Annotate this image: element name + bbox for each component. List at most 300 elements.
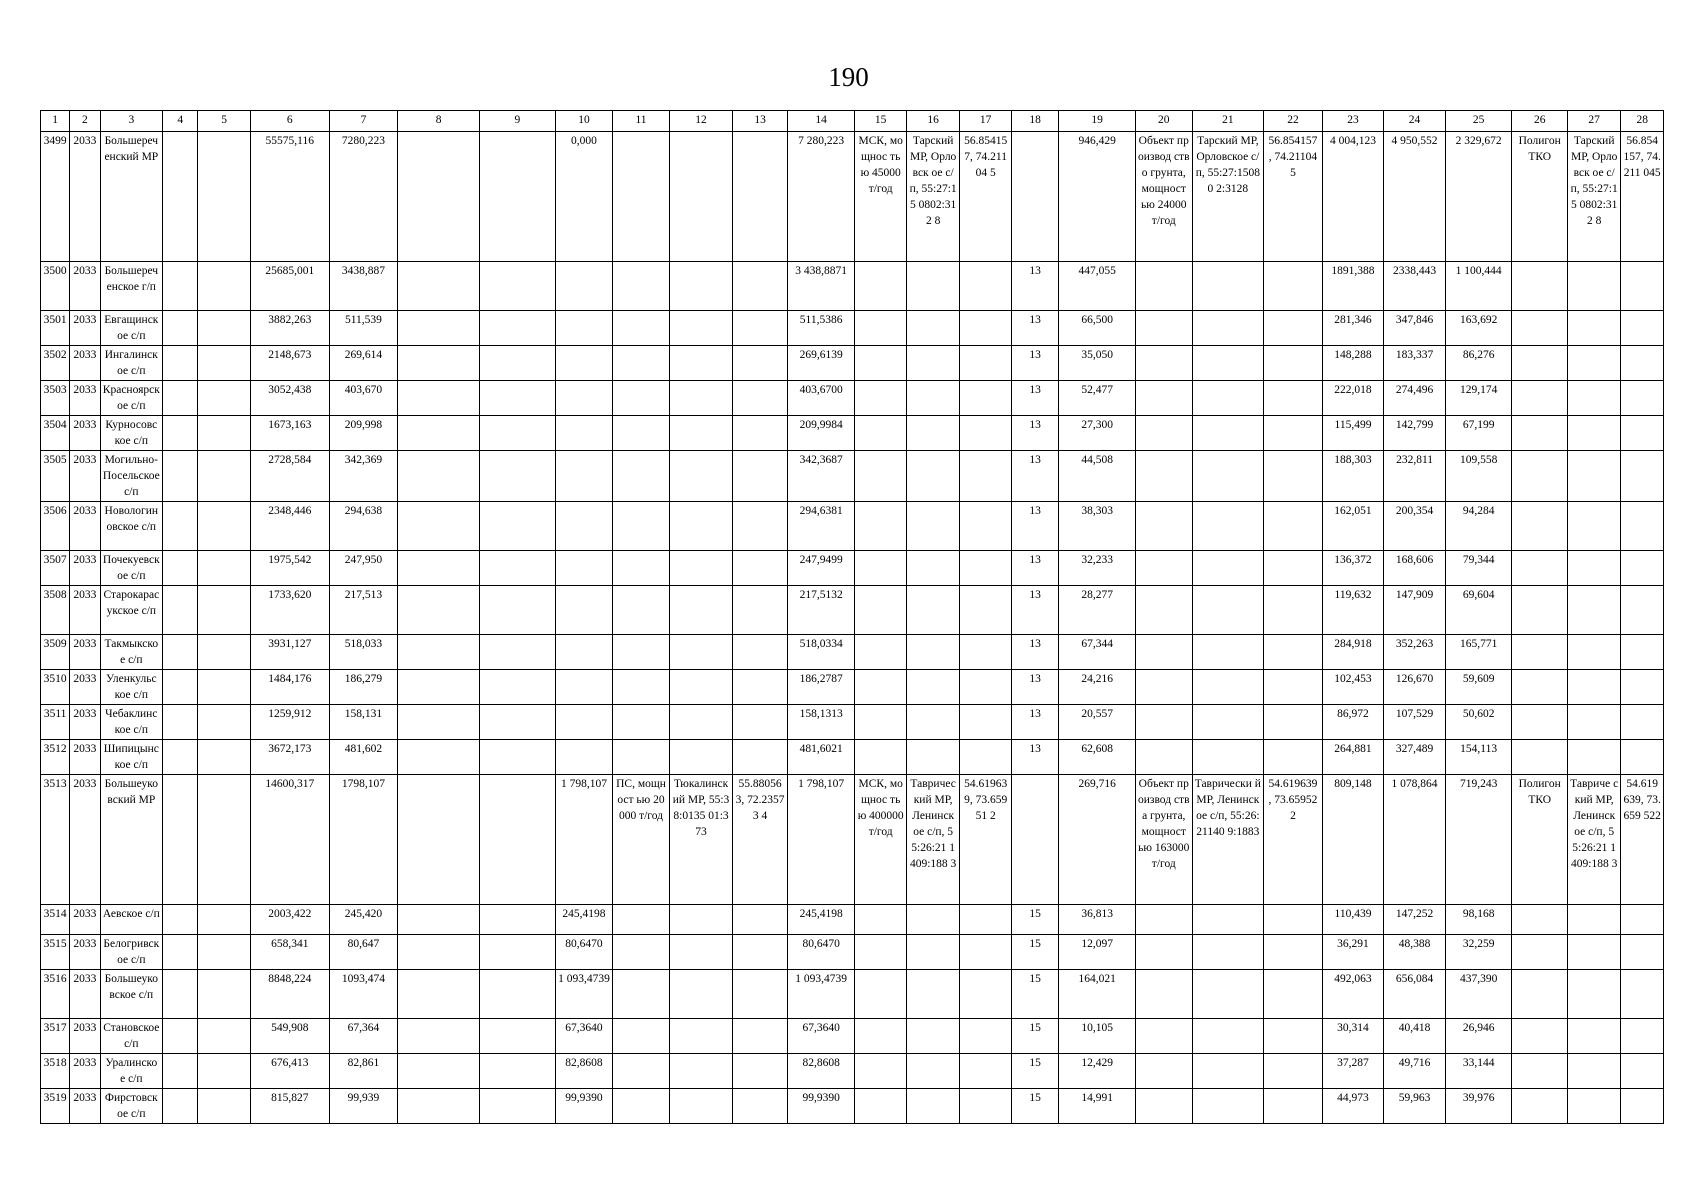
table-cell [1512, 905, 1568, 935]
table-cell [198, 586, 250, 635]
table-cell: 13 [1011, 451, 1058, 502]
table-cell [163, 381, 198, 416]
table-cell [1512, 1089, 1568, 1124]
table-cell: Тарский МР, Орловск ое с/п, 55:27:15 0802:312 8 [1567, 132, 1620, 262]
table-cell [198, 311, 250, 346]
table-cell [733, 381, 788, 416]
table-cell: 200,354 [1384, 502, 1446, 551]
table-cell [1136, 381, 1193, 416]
table-cell: 28,277 [1059, 586, 1136, 635]
table-cell: 59,609 [1445, 670, 1512, 705]
column-header: 23 [1322, 111, 1384, 132]
column-header: 3 [100, 111, 163, 132]
table-cell: 15 [1011, 1089, 1058, 1124]
table-cell [1192, 262, 1264, 311]
table-cell [906, 1089, 959, 1124]
table-cell [906, 670, 959, 705]
table-cell: 142,799 [1384, 416, 1446, 451]
table-row [41, 670, 1664, 705]
table-cell: 54.619639 , 73.659522 [1264, 775, 1323, 905]
table-cell [1192, 740, 1264, 775]
table-cell: 1484,176 [250, 670, 329, 705]
table-cell [1512, 740, 1568, 775]
table-cell [1264, 311, 1323, 346]
table-cell [1264, 970, 1323, 1019]
table-cell: 32,259 [1445, 935, 1512, 970]
table-cell [163, 775, 198, 905]
table-cell [1192, 451, 1264, 502]
table-cell [613, 346, 670, 381]
table-cell: 54.61963 9, 73.65951 2 [960, 775, 1011, 905]
table-cell: 342,369 [329, 451, 398, 502]
table-cell: 56.854157 , 74.211045 [1264, 132, 1323, 262]
table-cell [960, 381, 1011, 416]
table-cell [1512, 311, 1568, 346]
column-header: 25 [1445, 111, 1512, 132]
table-cell [1621, 586, 1664, 635]
table-cell: 352,263 [1384, 635, 1446, 670]
table-cell: Уралинско е с/п [100, 1054, 163, 1089]
table-cell: 33,144 [1445, 1054, 1512, 1089]
table-cell: 2033 [70, 586, 100, 635]
column-header: 15 [855, 111, 906, 132]
table-cell: Уленкульс кое с/п [100, 670, 163, 705]
table-row [41, 586, 1664, 635]
table-cell [669, 1089, 733, 1124]
table-cell: 549,908 [250, 1019, 329, 1054]
table-cell [906, 346, 959, 381]
table-cell [480, 551, 556, 586]
table-cell [1264, 635, 1323, 670]
table-cell: 13 [1011, 670, 1058, 705]
table-cell [198, 935, 250, 970]
table-cell: 403,670 [329, 381, 398, 416]
table-cell: 518,0334 [787, 635, 855, 670]
table-cell [555, 502, 613, 551]
table-cell [906, 502, 959, 551]
table-row [41, 740, 1664, 775]
table-cell [1264, 935, 1323, 970]
table-cell: 67,3640 [555, 1019, 613, 1054]
table-row [41, 775, 1664, 905]
table-cell [855, 705, 906, 740]
table-cell: Аевское с/п [100, 905, 163, 935]
table-cell [163, 551, 198, 586]
table-cell: Шипицынс кое с/п [100, 740, 163, 775]
table-cell [855, 416, 906, 451]
table-cell [198, 905, 250, 935]
table-cell [1621, 1019, 1664, 1054]
table-cell [1136, 262, 1193, 311]
table-cell [398, 551, 480, 586]
table-cell [669, 451, 733, 502]
table-cell: 79,344 [1445, 551, 1512, 586]
table-cell: 247,950 [329, 551, 398, 586]
table-cell [1264, 1089, 1323, 1124]
table-cell [613, 670, 670, 705]
table-cell: Полигон ТКО [1512, 132, 1568, 262]
table-cell: 10,105 [1059, 1019, 1136, 1054]
table-cell [555, 551, 613, 586]
table-cell: 82,8608 [787, 1054, 855, 1089]
table-cell: 26,946 [1445, 1019, 1512, 1054]
table-cell: 719,243 [1445, 775, 1512, 905]
table-cell: Красноярск ое с/п [100, 381, 163, 416]
table-cell: 163,692 [1445, 311, 1512, 346]
table-cell [906, 905, 959, 935]
table-cell: 3507 [41, 551, 70, 586]
table-cell [198, 1019, 250, 1054]
table-cell: 2033 [70, 1089, 100, 1124]
table-cell: 14600,317 [250, 775, 329, 905]
table-cell [1621, 1089, 1664, 1124]
table-cell [480, 935, 556, 970]
table-cell [613, 970, 670, 1019]
column-header: 1 [41, 111, 70, 132]
table-cell [855, 635, 906, 670]
table-cell [398, 451, 480, 502]
table-cell [733, 551, 788, 586]
table-cell: 245,420 [329, 905, 398, 935]
table-cell: 188,303 [1322, 451, 1384, 502]
table-cell [163, 905, 198, 935]
table-cell: 2033 [70, 970, 100, 1019]
table-cell: 2003,422 [250, 905, 329, 935]
table-cell [480, 346, 556, 381]
table-cell: 13 [1011, 502, 1058, 551]
table-cell: 13 [1011, 705, 1058, 740]
table-row [41, 1019, 1664, 1054]
table-cell [1567, 551, 1620, 586]
table-cell [733, 905, 788, 935]
table-cell [733, 586, 788, 635]
column-header: 9 [480, 111, 556, 132]
table-cell [733, 311, 788, 346]
table-cell [1264, 451, 1323, 502]
table-cell [613, 740, 670, 775]
table-cell: 80,647 [329, 935, 398, 970]
table-cell: 274,496 [1384, 381, 1446, 416]
table-cell [960, 262, 1011, 311]
table-cell [1136, 346, 1193, 381]
table-cell [855, 1019, 906, 1054]
table-cell [855, 1054, 906, 1089]
table-cell: 294,638 [329, 502, 398, 551]
table-row [41, 705, 1664, 740]
table-cell: 2033 [70, 670, 100, 705]
table-cell [163, 705, 198, 740]
table-cell: 3514 [41, 905, 70, 935]
table-cell [906, 416, 959, 451]
table-cell [398, 416, 480, 451]
table-cell [669, 346, 733, 381]
table-cell: 3501 [41, 311, 70, 346]
table-row [41, 635, 1664, 670]
table-cell [398, 705, 480, 740]
column-header: 14 [787, 111, 855, 132]
table-cell: 2033 [70, 740, 100, 775]
table-cell: 1259,912 [250, 705, 329, 740]
table-cell [669, 586, 733, 635]
table-cell [398, 1089, 480, 1124]
table-cell: 264,881 [1322, 740, 1384, 775]
table-cell: 82,8608 [555, 1054, 613, 1089]
table-cell: 447,055 [1059, 262, 1136, 311]
table-cell: 13 [1011, 262, 1058, 311]
table-cell [1136, 935, 1193, 970]
table-cell: 2338,443 [1384, 262, 1446, 311]
table-cell [669, 1019, 733, 1054]
table-cell [906, 970, 959, 1019]
table-cell: 13 [1011, 416, 1058, 451]
table-cell [733, 635, 788, 670]
table-cell: 3512 [41, 740, 70, 775]
table-cell [163, 1089, 198, 1124]
table-cell [1136, 551, 1193, 586]
table-cell [1136, 635, 1193, 670]
table-cell: 4 950,552 [1384, 132, 1446, 262]
table-cell [1192, 502, 1264, 551]
table-cell [960, 502, 1011, 551]
table-cell: 2033 [70, 935, 100, 970]
table-cell [1192, 311, 1264, 346]
table-cell [1512, 586, 1568, 635]
table-cell [1567, 1019, 1620, 1054]
table-cell: 48,388 [1384, 935, 1446, 970]
table-cell: 3518 [41, 1054, 70, 1089]
table-cell [855, 262, 906, 311]
table-cell [398, 1019, 480, 1054]
table-cell [1264, 670, 1323, 705]
table-cell [855, 311, 906, 346]
table-cell: 4 004,123 [1322, 132, 1384, 262]
table-cell: 245,4198 [555, 905, 613, 935]
table-cell [613, 416, 670, 451]
table-row [41, 132, 1664, 262]
table-cell: 2148,673 [250, 346, 329, 381]
table-cell [613, 311, 670, 346]
table-cell [398, 262, 480, 311]
table-cell: Объект производ ства грунта, мощност ью 163000 т/год [1136, 775, 1193, 905]
table-cell [1136, 416, 1193, 451]
table-row [41, 416, 1664, 451]
table-cell [163, 262, 198, 311]
table-cell [1192, 1054, 1264, 1089]
table-cell [555, 740, 613, 775]
table-cell [1192, 381, 1264, 416]
table-cell [1192, 551, 1264, 586]
table-cell [1264, 740, 1323, 775]
table-cell: 209,998 [329, 416, 398, 451]
table-cell [163, 451, 198, 502]
table-cell [1136, 970, 1193, 1019]
table-cell: 209,9984 [787, 416, 855, 451]
data-table [40, 110, 1664, 1124]
table-cell: Евгащинск ое с/п [100, 311, 163, 346]
table-row [41, 502, 1664, 551]
table-cell: 147,252 [1384, 905, 1446, 935]
table-cell [669, 970, 733, 1019]
table-cell: 2033 [70, 451, 100, 502]
table-cell: 55575,116 [250, 132, 329, 262]
table-cell [960, 1089, 1011, 1124]
table-row [41, 1089, 1664, 1124]
table-row [41, 905, 1664, 935]
table-cell [163, 670, 198, 705]
table-cell [1136, 740, 1193, 775]
table-cell [1567, 705, 1620, 740]
table-cell: 62,608 [1059, 740, 1136, 775]
column-header: 27 [1567, 111, 1620, 132]
table-cell: 946,429 [1059, 132, 1136, 262]
table-cell [906, 635, 959, 670]
table-cell: 3 438,8871 [787, 262, 855, 311]
table-cell [1512, 970, 1568, 1019]
table-cell [198, 1054, 250, 1089]
table-cell [855, 346, 906, 381]
table-cell: 49,716 [1384, 1054, 1446, 1089]
table-cell [1621, 551, 1664, 586]
table-cell [1264, 586, 1323, 635]
table-cell [198, 635, 250, 670]
table-cell: 2033 [70, 381, 100, 416]
table-cell: 67,199 [1445, 416, 1512, 451]
table-cell: 7280,223 [329, 132, 398, 262]
table-cell: 0,000 [555, 132, 613, 262]
table-cell: 481,6021 [787, 740, 855, 775]
table-cell [398, 586, 480, 635]
column-header: 18 [1011, 111, 1058, 132]
table-cell: 15 [1011, 970, 1058, 1019]
table-cell [1192, 905, 1264, 935]
table-cell: 56.85415 7, 74.21104 5 [960, 132, 1011, 262]
table-cell [1136, 1019, 1193, 1054]
table-cell [1192, 346, 1264, 381]
table-cell: 3511 [41, 705, 70, 740]
table-cell: МСК, мощнос тью 400000 т/год [855, 775, 906, 905]
table-cell [669, 502, 733, 551]
table-cell: Такмыкско е с/п [100, 635, 163, 670]
table-cell: 39,976 [1445, 1089, 1512, 1124]
table-cell [1512, 935, 1568, 970]
column-header: 24 [1384, 111, 1446, 132]
table-cell: 54.619 639, 73.659 522 [1621, 775, 1664, 905]
table-cell [1512, 705, 1568, 740]
table-cell: 12,097 [1059, 935, 1136, 970]
table-cell: 55.88056 3, 72.23573 4 [733, 775, 788, 905]
table-cell [1264, 905, 1323, 935]
header-row [41, 111, 1664, 132]
table-cell: 656,084 [1384, 970, 1446, 1019]
table-cell [1192, 1089, 1264, 1124]
table-cell: 59,963 [1384, 1089, 1446, 1124]
table-cell: 3052,438 [250, 381, 329, 416]
table-cell: Большереч енский МР [100, 132, 163, 262]
column-header: 13 [733, 111, 788, 132]
table-cell: 3502 [41, 346, 70, 381]
table-cell [855, 586, 906, 635]
table-cell [960, 905, 1011, 935]
table-cell [669, 381, 733, 416]
table-cell: 3510 [41, 670, 70, 705]
table-cell: 119,632 [1322, 586, 1384, 635]
table-cell: 3438,887 [329, 262, 398, 311]
table-cell [1512, 1054, 1568, 1089]
table-cell [960, 586, 1011, 635]
table-cell [163, 740, 198, 775]
table-cell: 13 [1011, 635, 1058, 670]
table-cell: 347,846 [1384, 311, 1446, 346]
table-cell [480, 635, 556, 670]
table-cell: 342,3687 [787, 451, 855, 502]
table-cell [1264, 346, 1323, 381]
table-cell: 36,813 [1059, 905, 1136, 935]
table-cell [855, 935, 906, 970]
table-cell [960, 346, 1011, 381]
table-cell: 3500 [41, 262, 70, 311]
table-cell: 1891,388 [1322, 262, 1384, 311]
table-cell: 162,051 [1322, 502, 1384, 551]
table-cell: 1 078,864 [1384, 775, 1446, 905]
table-cell: 44,973 [1322, 1089, 1384, 1124]
table-cell: 164,021 [1059, 970, 1136, 1019]
table-cell: 13 [1011, 586, 1058, 635]
table-cell: 247,9499 [787, 551, 855, 586]
page-number: 190 [828, 62, 869, 92]
table-cell: Большеуко вское с/п [100, 970, 163, 1019]
table-cell [613, 1054, 670, 1089]
table-cell [398, 635, 480, 670]
table-cell: Новологин овское с/п [100, 502, 163, 551]
table-cell [198, 262, 250, 311]
table-cell [855, 381, 906, 416]
table-cell: 3499 [41, 132, 70, 262]
table-cell [613, 502, 670, 551]
table-cell [1621, 635, 1664, 670]
table-cell: 15 [1011, 935, 1058, 970]
table-cell: 1798,107 [329, 775, 398, 905]
table-cell [906, 311, 959, 346]
table-cell: 110,439 [1322, 905, 1384, 935]
table-cell: 2033 [70, 1019, 100, 1054]
table-cell: 3513 [41, 775, 70, 905]
table-cell [398, 132, 480, 262]
table-cell: Могильно- Посельское с/п [100, 451, 163, 502]
table-cell: 94,284 [1445, 502, 1512, 551]
table-cell [669, 935, 733, 970]
table-cell: Тюкалинск ий МР, 55:38:0135 01:373 [669, 775, 733, 905]
table-cell [1567, 1089, 1620, 1124]
table-cell [480, 451, 556, 502]
table-cell [960, 451, 1011, 502]
table-cell [198, 132, 250, 262]
table-cell: 2033 [70, 905, 100, 935]
table-cell: 35,050 [1059, 346, 1136, 381]
table-cell: 284,918 [1322, 635, 1384, 670]
table-cell: 676,413 [250, 1054, 329, 1089]
table-cell: 232,811 [1384, 451, 1446, 502]
table-cell [669, 416, 733, 451]
table-cell [733, 262, 788, 311]
table-cell: ПС, мощност ью 20000 т/год [613, 775, 670, 905]
table-cell: 129,174 [1445, 381, 1512, 416]
table-cell: 30,314 [1322, 1019, 1384, 1054]
table-cell: 492,063 [1322, 970, 1384, 1019]
table-cell [1621, 311, 1664, 346]
table-cell [1621, 346, 1664, 381]
table-cell: 217,513 [329, 586, 398, 635]
table-cell [198, 502, 250, 551]
